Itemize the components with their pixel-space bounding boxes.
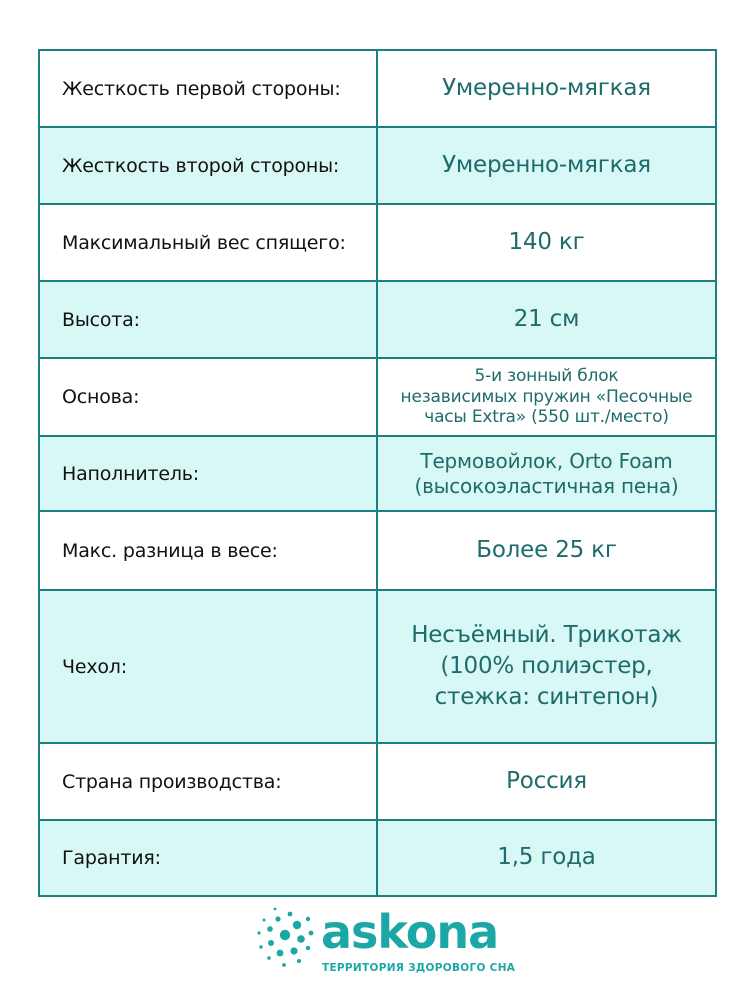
spec-value: Умеренно-мягкая: [377, 50, 716, 127]
spec-row-firmness-side-1: [39, 50, 716, 127]
spec-value: 1,5 года: [377, 820, 716, 896]
spec-label: Макс. разница в весе:: [39, 511, 377, 590]
spec-label: Страна производства:: [39, 743, 377, 820]
brand-tagline: ТЕРРИТОРИЯ ЗДОРОВОГО СНА: [322, 962, 516, 974]
specifications-table: [38, 49, 717, 897]
spec-row-firmness-side-2: [39, 127, 716, 204]
spec-row-cover: [39, 590, 716, 743]
spec-row-height: [39, 281, 716, 358]
spec-value: Умеренно-мягкая: [377, 127, 716, 204]
spec-label: Гарантия:: [39, 820, 377, 896]
spec-row-warranty: [39, 820, 716, 896]
spec-value: 5-и зонный блок независимых пружин «Песочные часы Extra» (550 шт./место): [377, 358, 716, 436]
spec-label: Максимальный вес спящего:: [39, 204, 377, 281]
spec-label: Высота:: [39, 281, 377, 358]
spec-value: Несъёмный. Трикотаж (100% полиэстер, стежка: синтепон): [377, 590, 716, 743]
spec-row-max-weight: [39, 204, 716, 281]
spec-label: Жесткость первой стороны:: [39, 50, 377, 127]
spec-label: Основа:: [39, 358, 377, 436]
dotted-circle-logo-icon: [253, 905, 317, 969]
brand-wordmark: askona: [321, 905, 499, 959]
brand-logo: [253, 905, 516, 985]
spec-label: Чехол:: [39, 590, 377, 743]
spec-label: Жесткость второй стороны:: [39, 127, 377, 204]
spec-value: Термовойлок, Orto Foam (высокоэластичная пена): [377, 436, 716, 511]
spec-row-filling: [39, 436, 716, 511]
spec-value: 140 кг: [377, 204, 716, 281]
spec-value: Россия: [377, 743, 716, 820]
spec-row-weight-difference: [39, 511, 716, 590]
spec-value: 21 см: [377, 281, 716, 358]
spec-row-base: [39, 358, 716, 436]
spec-label: Наполнитель:: [39, 436, 377, 511]
spec-row-country: [39, 743, 716, 820]
spec-value: Более 25 кг: [377, 511, 716, 590]
